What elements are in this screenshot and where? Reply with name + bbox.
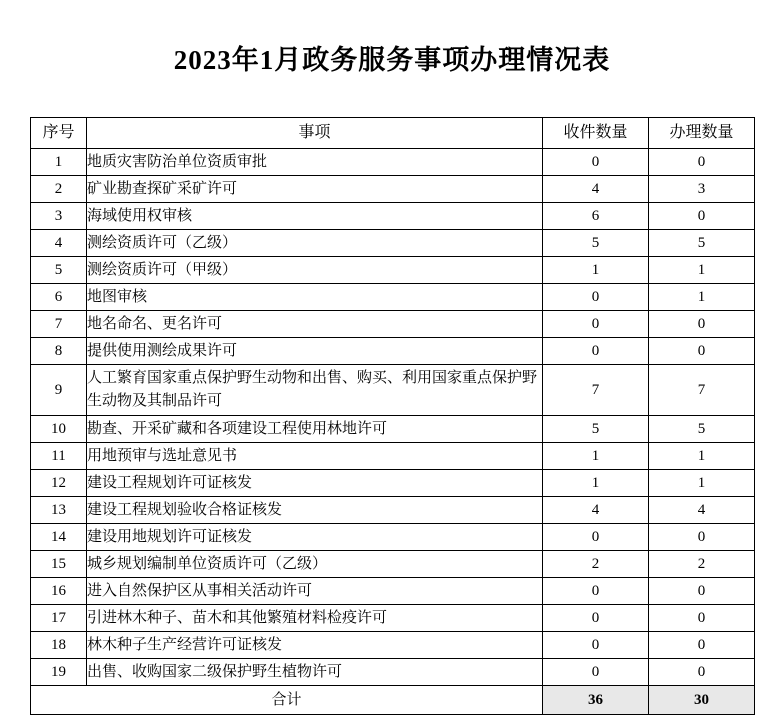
cell-item: 林木种子生产经营许可证核发 xyxy=(87,632,543,659)
cell-no: 15 xyxy=(31,551,87,578)
page-title: 2023年1月政务服务事项办理情况表 xyxy=(173,45,611,75)
cell-received: 0 xyxy=(543,284,649,311)
cell-no: 9 xyxy=(31,365,87,416)
cell-received: 0 xyxy=(543,524,649,551)
cell-processed: 0 xyxy=(649,632,755,659)
cell-processed: 1 xyxy=(649,470,755,497)
table-row xyxy=(31,203,755,230)
cell-no: 5 xyxy=(31,257,87,284)
cell-processed: 5 xyxy=(649,416,755,443)
cell-no: 12 xyxy=(31,470,87,497)
cell-processed: 7 xyxy=(649,365,755,416)
cell-processed: 0 xyxy=(649,338,755,365)
cell-no: 3 xyxy=(31,203,87,230)
table-row xyxy=(31,443,755,470)
cell-no: 19 xyxy=(31,659,87,686)
table-row xyxy=(31,497,755,524)
cell-item: 海域使用权审核 xyxy=(87,203,543,230)
table-row xyxy=(31,311,755,338)
column-header-item: 事项 xyxy=(87,118,543,149)
cell-item: 出售、收购国家二级保护野生植物许可 xyxy=(87,659,543,686)
cell-item: 矿业勘查探矿采矿许可 xyxy=(87,176,543,203)
cell-processed: 0 xyxy=(649,578,755,605)
table-row xyxy=(31,524,755,551)
cell-processed: 0 xyxy=(649,149,755,176)
table-container xyxy=(30,117,754,715)
cell-received: 1 xyxy=(543,443,649,470)
table-row xyxy=(31,416,755,443)
cell-no: 8 xyxy=(31,338,87,365)
cell-no: 13 xyxy=(31,497,87,524)
cell-no: 2 xyxy=(31,176,87,203)
cell-no: 10 xyxy=(31,416,87,443)
cell-processed: 0 xyxy=(649,311,755,338)
table-body xyxy=(31,149,755,715)
table-row xyxy=(31,659,755,686)
column-header-processed: 办理数量 xyxy=(649,118,755,149)
cell-received: 7 xyxy=(543,365,649,416)
cell-processed: 0 xyxy=(649,605,755,632)
column-header-no: 序号 xyxy=(31,118,87,149)
cell-processed: 1 xyxy=(649,284,755,311)
cell-no: 4 xyxy=(31,230,87,257)
cell-item: 建设用地规划许可证核发 xyxy=(87,524,543,551)
cell-no: 18 xyxy=(31,632,87,659)
cell-no: 11 xyxy=(31,443,87,470)
cell-received: 0 xyxy=(543,632,649,659)
cell-no: 1 xyxy=(31,149,87,176)
total-label: 合计 xyxy=(31,686,543,715)
table-row xyxy=(31,149,755,176)
cell-received: 0 xyxy=(543,659,649,686)
cell-item: 进入自然保护区从事相关活动许可 xyxy=(87,578,543,605)
cell-item: 地名命名、更名许可 xyxy=(87,311,543,338)
cell-received: 5 xyxy=(543,230,649,257)
table-row xyxy=(31,338,755,365)
cell-received: 1 xyxy=(543,257,649,284)
table-header-row xyxy=(31,118,755,149)
cell-received: 5 xyxy=(543,416,649,443)
cell-processed: 3 xyxy=(649,176,755,203)
cell-no: 17 xyxy=(31,605,87,632)
table-row xyxy=(31,605,755,632)
cell-item: 勘查、开采矿藏和各项建设工程使用林地许可 xyxy=(87,416,543,443)
table-row xyxy=(31,470,755,497)
table-row xyxy=(31,230,755,257)
cell-no: 7 xyxy=(31,311,87,338)
table-row xyxy=(31,578,755,605)
table-row xyxy=(31,365,755,416)
cell-processed: 1 xyxy=(649,257,755,284)
table-row xyxy=(31,176,755,203)
cell-received: 0 xyxy=(543,311,649,338)
cell-item: 城乡规划编制单位资质许可（乙级） xyxy=(87,551,543,578)
table-row xyxy=(31,632,755,659)
column-header-received: 收件数量 xyxy=(543,118,649,149)
total-received: 36 xyxy=(543,686,649,715)
table-row xyxy=(31,284,755,311)
table-header xyxy=(31,118,755,149)
cell-received: 0 xyxy=(543,149,649,176)
cell-received: 0 xyxy=(543,605,649,632)
table-row xyxy=(31,551,755,578)
cell-item: 用地预审与选址意见书 xyxy=(87,443,543,470)
cell-item: 引进林木种子、苗木和其他繁殖材料检疫许可 xyxy=(87,605,543,632)
total-processed: 30 xyxy=(649,686,755,715)
cell-received: 4 xyxy=(543,497,649,524)
cell-processed: 0 xyxy=(649,659,755,686)
cell-item: 人工繁育国家重点保护野生动物和出售、购买、利用国家重点保护野生动物及其制品许可 xyxy=(87,365,543,416)
cell-processed: 0 xyxy=(649,524,755,551)
cell-item: 地质灾害防治单位资质审批 xyxy=(87,149,543,176)
cell-processed: 2 xyxy=(649,551,755,578)
cell-received: 2 xyxy=(543,551,649,578)
cell-no: 16 xyxy=(31,578,87,605)
cell-received: 6 xyxy=(543,203,649,230)
cell-no: 6 xyxy=(31,284,87,311)
cell-no: 14 xyxy=(31,524,87,551)
cell-item: 地图审核 xyxy=(87,284,543,311)
table-row xyxy=(31,257,755,284)
cell-item: 测绘资质许可（乙级） xyxy=(87,230,543,257)
service-items-table xyxy=(30,117,755,715)
cell-processed: 0 xyxy=(649,203,755,230)
cell-item: 提供使用测绘成果许可 xyxy=(87,338,543,365)
cell-received: 1 xyxy=(543,470,649,497)
cell-item: 建设工程规划验收合格证核发 xyxy=(87,497,543,524)
cell-processed: 5 xyxy=(649,230,755,257)
cell-item: 测绘资质许可（甲级） xyxy=(87,257,543,284)
cell-processed: 4 xyxy=(649,497,755,524)
cell-item: 建设工程规划许可证核发 xyxy=(87,470,543,497)
cell-received: 0 xyxy=(543,338,649,365)
cell-received: 0 xyxy=(543,578,649,605)
cell-received: 4 xyxy=(543,176,649,203)
table-total-row xyxy=(31,686,755,715)
cell-processed: 1 xyxy=(649,443,755,470)
